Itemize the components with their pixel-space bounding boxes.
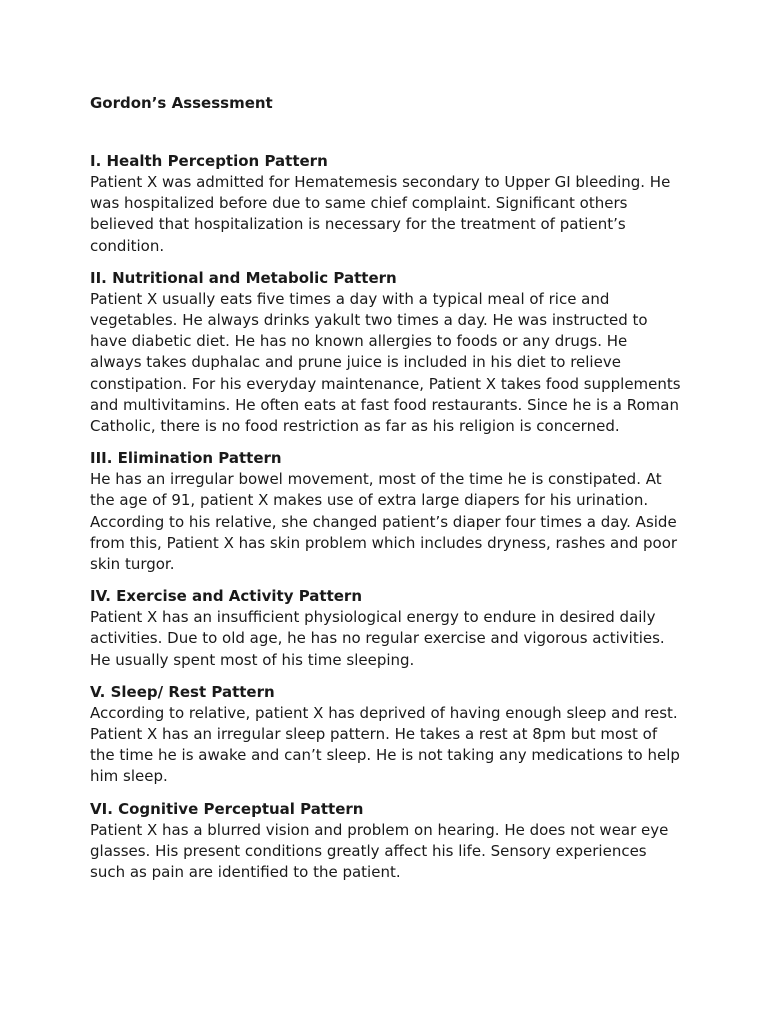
section-exercise-activity: [90, 586, 698, 671]
section-elimination: [90, 448, 698, 575]
section-heading: V. Sleep/ Rest Pattern: [90, 682, 275, 701]
section-heading: II. Nutritional and Metabolic Pattern: [90, 268, 397, 287]
section-body: Patient X has an insufficient physiological energy to endure in desired daily activities. Due to old age, he has no regular exercise and vigorous activities. He usually spent most of his time sleeping.: [90, 608, 665, 669]
section-body: Patient X has a blurred vision and problem on hearing. He does not wear eye glasses. His present conditions greatly affect his life. Sensory experiences such as pain are identified to the patient.: [90, 820, 669, 882]
section-heading: I. Health Perception Pattern: [90, 152, 328, 170]
section-body: Patient X was admitted for Hematemesis secondary to Upper GI bleeding. He was hospitalized before due to same chief complaint. Significant others believed that hospitalization is necessary for the treatment of patient’s condition.: [90, 173, 671, 255]
document-title: Gordon’s Assessment: [90, 94, 273, 112]
section-cognitive-perceptual: [90, 799, 698, 884]
section-body: He has an irregular bowel movement, most of the time he is constipated. At the age of 91, patient X makes use of extra large diapers for his urination. According to his relative, she changed patient’s diaper four times a day. Aside from this, Patient X has skin problem which includes dryness, rashes and poor skin turgor.: [90, 470, 678, 574]
section-body: Patient X usually eats five times a day with a typical meal of rice and vegetables. He always drinks yakult two times a day. He was instructed to have diabetic diet. He has no known allergies to foods or any drugs. He always takes duphalac and prune juice is included in his diet to relieve constipation. For his everyday maintenance, Patient X takes food supplements and multivitamins. He often eats at fast food restaurants. Since he is a Roman Catholic, there is no food restriction as far as his religion is concerned.: [90, 289, 681, 436]
section-sleep-rest: [90, 682, 698, 788]
section-heading: III. Elimination Pattern: [90, 449, 282, 468]
section-heading: IV. Exercise and Activity Pattern: [90, 587, 362, 606]
section-heading: VI. Cognitive Perceptual Pattern: [90, 799, 364, 818]
section-health-perception: [90, 151, 698, 257]
section-nutritional-metabolic: [90, 268, 698, 437]
section-body: According to relative, patient X has deprived of having enough sleep and rest. Patient X has an irregular sleep pattern. He takes a rest at 8pm but most of the time he is awake and can’t sleep. He is not taking any medications to help him sleep.: [90, 703, 680, 786]
